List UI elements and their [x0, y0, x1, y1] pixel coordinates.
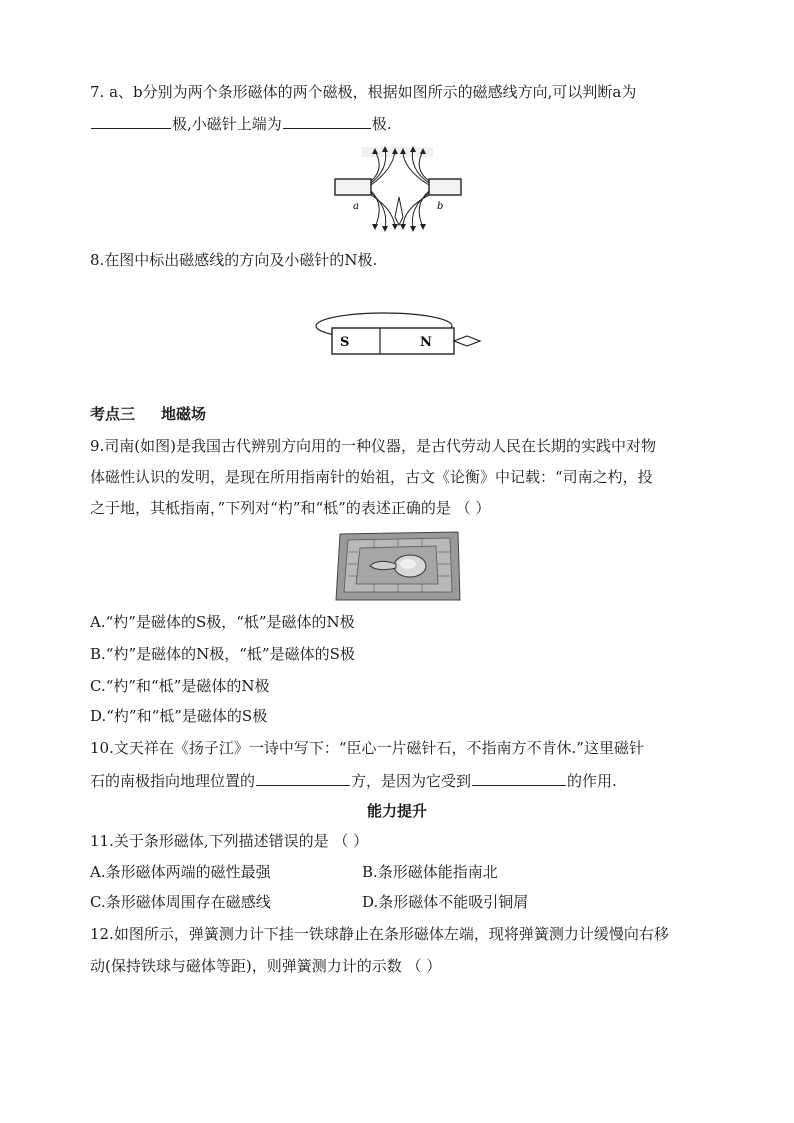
q8-magnet-figure [312, 310, 484, 358]
q11-option-c[interactable]: C.条形磁体周围存在磁感线 [90, 893, 271, 911]
magnet-pole-a [335, 179, 371, 195]
ability-heading: 能力提升 [366, 802, 427, 820]
q9-option-b[interactable]: B.“杓”是磁体的N极，“柢”是磁体的S极 [90, 645, 355, 663]
q12-line1: 12.如图所示，弹簧测力计下挂一铁球静止在条形磁体左端，现将弹簧测力计缓慢向右移 [90, 925, 669, 943]
bar-magnet [332, 328, 454, 354]
label-a: a [353, 201, 359, 212]
q11-option-b[interactable]: B.条形磁体能指南北 [362, 863, 498, 881]
sinan-compass-figure [334, 528, 462, 604]
q12-line2: 动(保持铁球与磁体等距)，则弹簧测力计的示数 （ ） [90, 957, 442, 975]
q10-blank-force[interactable] [472, 770, 566, 786]
pole-n-label: N [420, 335, 432, 350]
section3-heading: 考点三 地磁场 [90, 405, 207, 423]
compass-needle-icon [454, 336, 480, 346]
q9-option-d[interactable]: D.“杓”和“柢”是磁体的S极 [90, 707, 268, 725]
pole-s-label: S [340, 335, 350, 350]
q9-option-a[interactable]: A.“杓”是磁体的S极，“柢”是磁体的N极 [90, 613, 355, 631]
q8-text: 8.在图中标出磁感线的方向及小磁针的N极. [90, 251, 378, 269]
q7-line2: 极,小磁针上端为 极. [90, 113, 392, 134]
q7-blank-needle[interactable] [283, 113, 371, 129]
q9-option-c[interactable]: C.“杓”和“柢”是磁体的N极 [90, 677, 270, 695]
q7-field-figure [333, 145, 463, 233]
q11-stem: 11.关于条形磁体,下列描述错误的是 （ ） [90, 832, 369, 850]
label-b: b [437, 201, 444, 212]
q9-line2: 体磁性认识的发明，是现在所用指南针的始祖，古文《论衡》中记载：“司南之杓，投 [90, 468, 653, 486]
q7-blank-a[interactable] [91, 113, 171, 129]
q9-line1: 9.司南(如图)是我国古代辨别方向用的一种仪器，是古代劳动人民在长期的实践中对物 [90, 437, 657, 455]
q10-line2: 石的南极指向地理位置的 方，是因为它受到 的作用. [90, 772, 617, 790]
q7-line1: 7. a、b分别为两个条形磁体的两个磁极，根据如图所示的磁感线方向,可以判断a为 [90, 83, 637, 101]
q11-option-d[interactable]: D.条形磁体不能吸引铜屑 [362, 893, 529, 911]
q10-blank-direction[interactable] [256, 770, 350, 786]
q11-option-a[interactable]: A.条形磁体两端的磁性最强 [90, 863, 271, 881]
q9-line3: 之于地，其柢指南，”下列对“杓”和“柢”的表述正确的是 （ ） [90, 499, 491, 517]
q10-line1: 10.文天祥在《扬子江》一诗中写下：“臣心一片磁针石，不指南方不肯休.”这里磁针 [90, 739, 644, 757]
magnet-pole-b [429, 179, 461, 195]
